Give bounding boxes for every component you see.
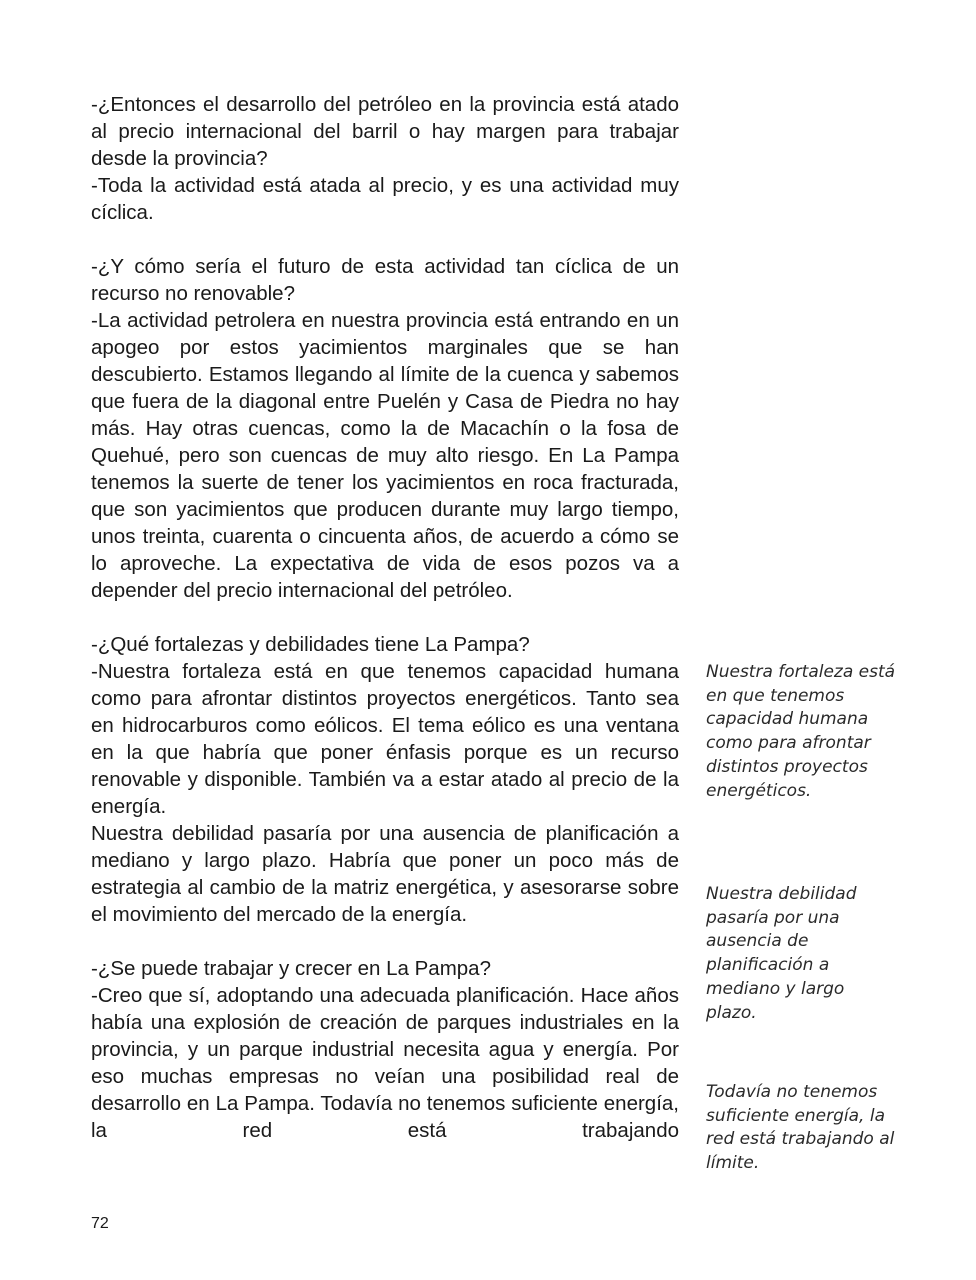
pull-quote-energy: Todavía no tenemos suficiente energía, la red está trabajando al límite.: [706, 1082, 895, 1174]
interview-body: [91, 91, 679, 1144]
pull-quote-strength: Nuestra fortaleza está en que tenemos capacidad humana como para afrontar distintos proyectos energéticos.: [706, 662, 896, 801]
question-3: -¿Qué fortalezas y debilidades tiene La Pampa?: [91, 633, 530, 656]
answer-4: -Creo que sí, adoptando una adecuada planificación. Hace años había una explosión de creación de parques industriales en la provincia, y un parque industrial necesita agua y energía. Por eso muchas empresas no veían una posibilidad real de desarrollo en La Pampa. Todavía no tenemos suficiente energía, la red está trabajando: [91, 984, 679, 1142]
answer-2: -La actividad petrolera en nuestra provincia está entrando en un apogeo por estos yacimientos marginales que se han descubierto. Estamos llegando al límite de la cuenca y sabemos que fuera de la diagonal entre Puelén y Casa de Piedra no hay más. Hay otras cuencas, como la de Macachín o la fosa de Quehué, pero son cuencas de muy alto riesgo. En La Pampa tenemos la suerte de tener los yacimientos en roca fracturada, que son yacimientos que producen durante muy largo tiempo, unos treinta, cuarenta o cincuenta años, de acuerdo a cómo se lo aproveche. La expectativa de vida de esos pozos va a depender del precio internacional del petróleo.: [91, 309, 679, 602]
question-4: -¿Se puede trabajar y crecer en La Pampa?: [91, 957, 491, 980]
page-number: 72: [91, 1215, 109, 1232]
answer-3: -Nuestra fortaleza está en que tenemos capacidad humana como para afrontar distintos proyectos energéticos. Tanto sea en hidrocarburos como eólicos. El tema eólico es una ventana en la que habría que poner énfasis porque es un recurso renovable y disponible. También va a estar atado al precio de la energía.: [91, 660, 679, 818]
question-1: -¿Entonces el desarrollo del petróleo en la provincia está atado al precio internacional del barril o hay margen para trabajar desde la provincia?: [91, 93, 679, 170]
answer-3-continued: Nuestra debilidad pasaría por una ausencia de planificación a mediano y largo plazo. Habría que poner un poco más de estrategia al cambio de la matriz energética, y asesorarse sobre el movimiento del mercado de la energía.: [91, 822, 679, 926]
answer-1: -Toda la actividad está atada al precio, y es una actividad muy cíclica.: [91, 174, 679, 224]
paragraph-gap: [91, 604, 679, 631]
question-2: -¿Y cómo sería el futuro de esta actividad tan cíclica de un recurso no renovable?: [91, 255, 679, 305]
paragraph-gap: [91, 928, 679, 955]
paragraph-gap: [91, 226, 679, 253]
pull-quote-weakness: Nuestra debilidad pasaría por una ausencia de planificación a mediano y largo plazo.: [706, 884, 857, 1023]
